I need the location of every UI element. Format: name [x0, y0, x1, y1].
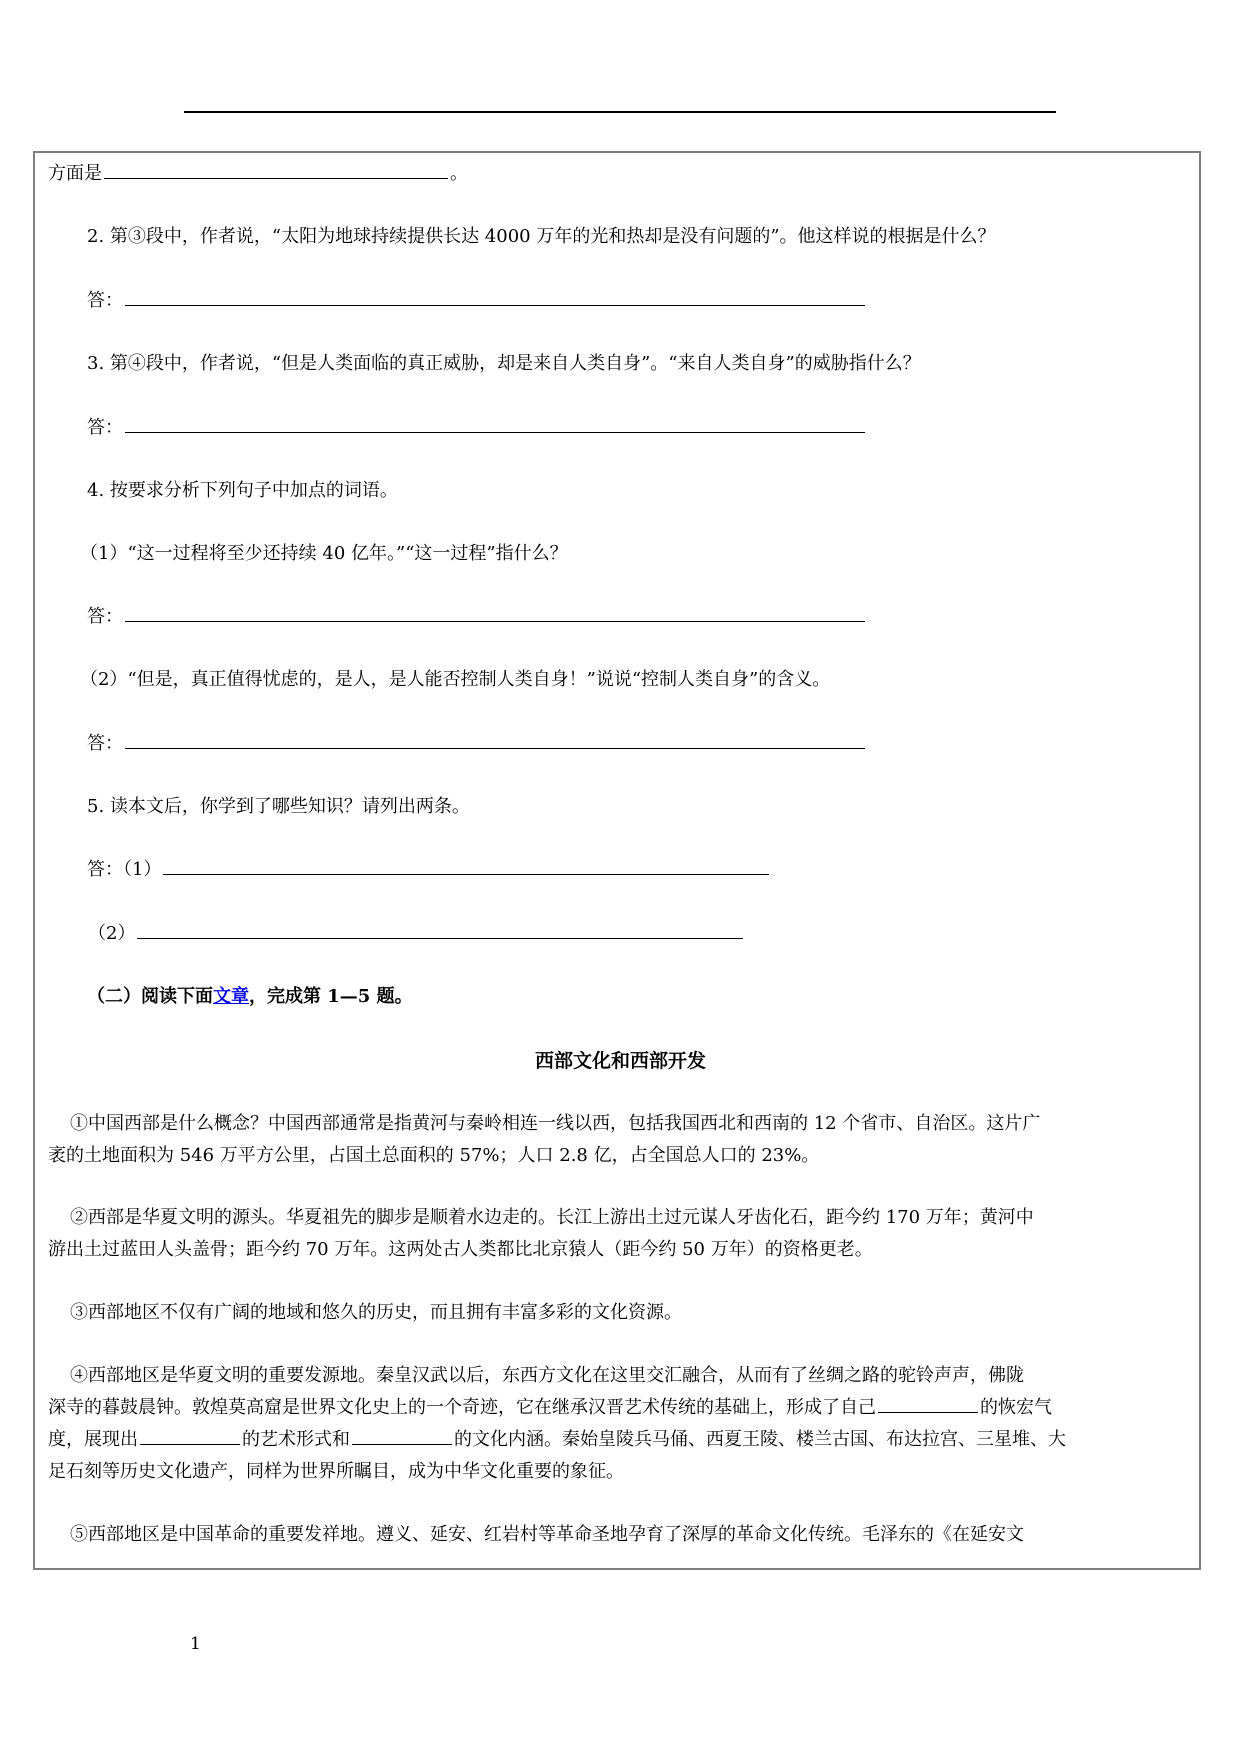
answer-line-q5-2 [88, 922, 745, 946]
answer-label: 答： [87, 733, 123, 754]
question-3: 3. 第④段中，作者说，“但是人类面临的真正威胁，却是来自人类自身”。“来自人类自身”的威胁指什么？ [87, 353, 921, 374]
paragraph-2-line-2: 游出土过蓝田人头盖骨；距今约 70 万年。这两处古人类都比北京猿人（距今约 50 万年）的资格更老。 [48, 1239, 873, 1260]
answer-blank[interactable] [137, 922, 743, 939]
paragraph-4-line-4: 足石刻等历史文化遗产，同样为世界所瞩目，成为中华文化重要的象征。 [48, 1461, 624, 1482]
article-title: 西部文化和西部开发 [534, 1050, 706, 1072]
section-heading-pre: （二）阅读下面 [87, 986, 213, 1007]
page-number: 1 [190, 1634, 201, 1654]
answer-line-q4-1 [87, 605, 867, 629]
answer-blank[interactable] [163, 858, 769, 875]
fill-blank[interactable] [878, 1396, 978, 1413]
question-1-tail-text: 方面是 [48, 163, 102, 184]
answer-blank[interactable] [125, 732, 865, 749]
answer-label: （2） [88, 923, 136, 944]
answer-line-q3 [87, 416, 867, 440]
question-1-tail-end: 。 [450, 163, 468, 184]
paragraph-1-line-1: ①中国西部是什么概念？中国西部通常是指黄河与秦岭相连一线以西，包括我国西北和西南的 12 个省市、自治区。这片广 [70, 1113, 1041, 1134]
answer-line-q2 [87, 289, 867, 313]
answer-blank[interactable] [104, 162, 448, 179]
question-5: 5. 读本文后，你学到了哪些知识？请列出两条。 [87, 796, 470, 817]
paragraph-4-line-2 [48, 1396, 1052, 1420]
paragraph-4-line-3 [48, 1428, 1066, 1452]
paragraph-4-line-2-end: 的恢宏气 [980, 1397, 1052, 1418]
paragraph-1-line-2: 袤的土地面积为 546 万平方公里，占国土总面积的 57%；人口 2.8 亿，占全国总人口的 23%。 [48, 1145, 820, 1166]
answer-label: 答： [87, 290, 123, 311]
answer-blank[interactable] [125, 416, 865, 433]
section-heading-post: ，完成第 1—5 题。 [249, 986, 413, 1007]
paragraph-4-line-3-middle: 的艺术形式和 [242, 1429, 350, 1450]
paragraph-5-line-1: ⑤西部地区是中国革命的重要发祥地。遵义、延安、红岩村等革命圣地孕育了深厚的革命文化传统。毛泽东的《在延安文 [70, 1524, 1024, 1545]
fill-blank[interactable] [352, 1428, 452, 1445]
answer-label: 答： [87, 606, 123, 627]
paragraph-4-line-3-start: 度，展现出 [48, 1429, 138, 1450]
answer-line-q4-2 [87, 732, 867, 756]
paragraph-4-line-3-end: 的文化内涵。秦始皇陵兵马俑、西夏王陵、楼兰古国、布达拉宫、三星堆、大 [454, 1429, 1066, 1450]
question-4: 4. 按要求分析下列句子中加点的词语。 [87, 480, 398, 501]
question-2: 2. 第③段中，作者说，“太阳为地球持续提供长达 4000 万年的光和热却是没有问题的”。他这样说的根据是什么？ [87, 226, 996, 247]
section-heading [87, 985, 413, 1009]
fill-blank[interactable] [140, 1428, 240, 1445]
paragraph-2-line-1: ②西部是华夏文明的源头。华夏祖先的脚步是顺着水边走的。长江上游出土过元谋人牙齿化石，距今约 170 万年；黄河中 [70, 1207, 1034, 1228]
question-1-tail [48, 162, 468, 186]
header-rule [184, 111, 1056, 113]
answer-label: 答：（1） [87, 859, 162, 880]
question-4-2: （2）“但是，真正值得忧虑的，是人，是人能否控制人类自身！”说说“控制人类自身”的含义。 [80, 669, 831, 690]
paragraph-3: ③西部地区不仅有广阔的地域和悠久的历史，而且拥有丰富多彩的文化资源。 [70, 1302, 682, 1323]
question-4-1: （1）“这一过程将至少还持续 40 亿年。”“这一过程”指什么？ [80, 543, 568, 564]
answer-blank[interactable] [125, 605, 865, 622]
answer-label: 答： [87, 417, 123, 438]
paragraph-4-line-2-text: 深寺的暮鼓晨钟。敦煌莫高窟是世界文化史上的一个奇迹，它在继承汉晋艺术传统的基础上，形成了自己 [48, 1397, 876, 1418]
answer-line-q5-1 [87, 858, 771, 882]
article-link[interactable]: 文章 [213, 986, 249, 1007]
paragraph-4-line-1: ④西部地区是华夏文明的重要发源地。秦皇汉武以后，东西方文化在这里交汇融合，从而有了丝绸之路的驼铃声声，佛陇 [70, 1365, 1024, 1386]
answer-blank[interactable] [125, 289, 865, 306]
